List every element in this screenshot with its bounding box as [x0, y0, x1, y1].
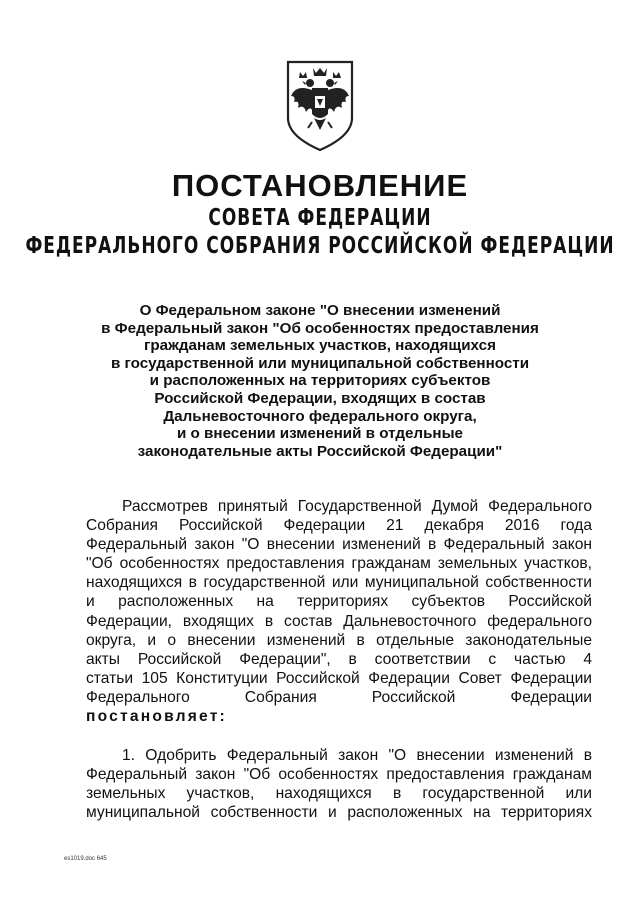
paragraph-line: акты Российской Федерации", в соответствии с частью 4: [86, 650, 592, 668]
paragraph-preamble: [86, 497, 592, 726]
paragraph-line: Федерации, входящих в состав Дальневосточного федерального: [86, 612, 592, 630]
heading-line: и расположенных на территориях субъектов: [149, 372, 491, 390]
resolution-heading: [60, 302, 580, 460]
document-subtitle-line2: ФЕДЕРАЛЬНОГО СОБРАНИЯ РОССИЙСКОЙ ФЕДЕРАЦИИ: [25, 232, 615, 260]
document-title: ПОСТАНОВЛЕНИЕ: [171, 168, 469, 203]
heading-line: и о внесении изменений в отдельные: [177, 425, 463, 443]
document-subtitle-line1: СОВЕТА ФЕДЕРАЦИИ: [208, 204, 432, 232]
heading-line: О Федеральном законе "О внесении изменений: [139, 302, 501, 319]
paragraph-line: Рассмотрев принятый Государственной Думой Федерального: [122, 498, 592, 515]
paragraph-item-1: [86, 746, 592, 822]
heading-line: гражданам земельных участков, находящихся: [144, 337, 496, 355]
heading-line: в Федеральный закон "Об особенностях предоставления: [101, 319, 539, 337]
file-reference: es1019.doc 645: [64, 856, 107, 862]
paragraph-line: муниципальной собственности и расположенных на территориях: [86, 804, 592, 822]
paragraph-line: находящихся в государственной или муниципальной собственности: [86, 574, 592, 592]
heading-line: законодательные акты Российской Федерации": [137, 442, 503, 460]
paragraph-line: статьи 105 Конституции Российской Федерации Совет Федерации: [86, 669, 592, 687]
paragraph-line: 1. Одобрить Федеральный закон "О внесении изменений в: [122, 747, 592, 764]
heading-line: в государственной или муниципальной собственности: [110, 354, 530, 372]
paragraph-line: "Об особенностях предоставления гражданам земельных участков,: [86, 555, 592, 573]
paragraph-line: Федеральный закон "О внесении изменений в Федеральный закон: [86, 536, 592, 554]
heading-line: Дальневосточного федерального округа,: [163, 407, 477, 425]
resolves-word: постановляет:: [86, 708, 227, 726]
paragraph-line: земельных участков, находящихся в государственной или: [86, 785, 592, 803]
coat-of-arms-icon: [282, 56, 358, 154]
paragraph-line: и расположенных на территориях субъектов Российской: [86, 593, 592, 611]
paragraph-line: округа, и о внесении изменений в отдельные законодательные: [86, 631, 592, 649]
heading-line: Российской Федерации, входящих в состав: [154, 389, 486, 407]
paragraph-line: Собрания Российской Федерации 21 декабря 2016 года: [86, 517, 592, 535]
paragraph-line: Федеральный закон "Об особенностях предоставления гражданам: [86, 766, 592, 784]
paragraph-line: Федерального Собрания Российской Федерации: [86, 688, 592, 706]
